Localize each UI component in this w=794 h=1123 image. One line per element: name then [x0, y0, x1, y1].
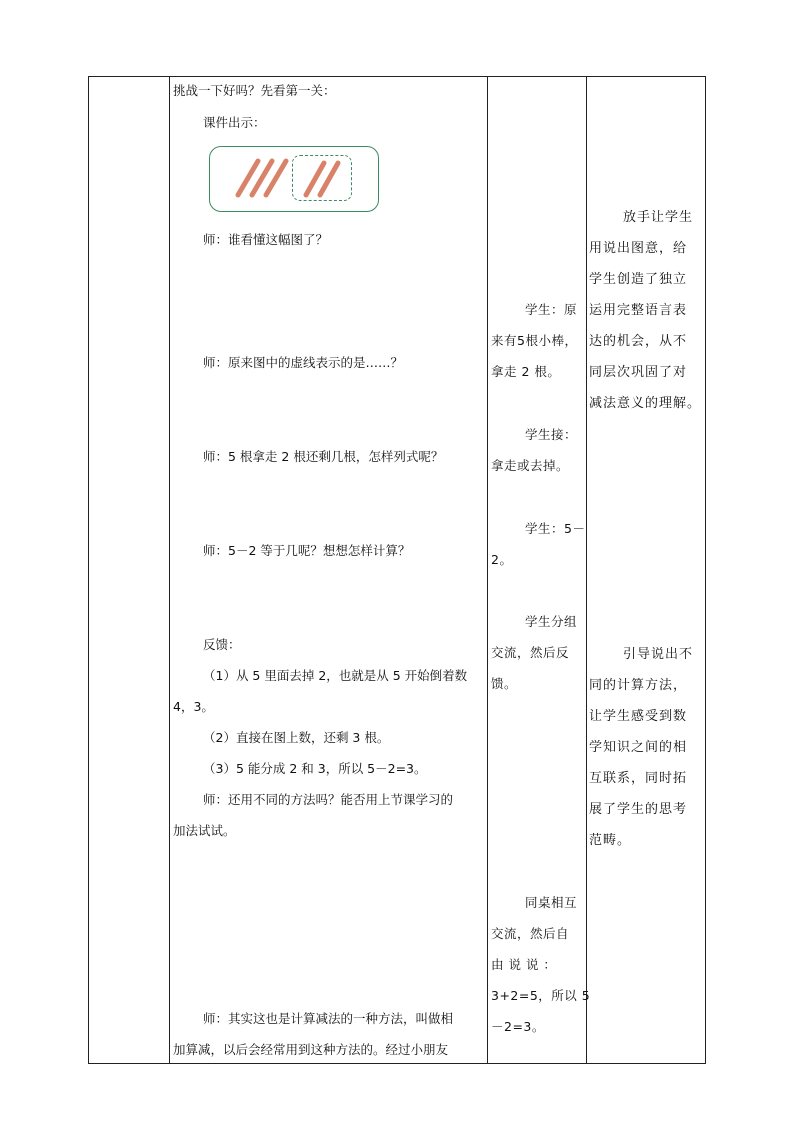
remark-text: 减法意义的理解。	[589, 396, 702, 411]
column-divider	[487, 77, 488, 1063]
remark-text: 运用完整语言表	[589, 303, 688, 318]
student-text: －2=3。	[491, 1019, 545, 1034]
remark-text: 引导说出不	[623, 647, 694, 662]
remark-text: 用说出图意，给	[589, 241, 688, 256]
remark-text: 学知识之间的相	[589, 740, 688, 755]
remark-text: 放手让学生	[623, 210, 694, 225]
remark-text: 学生创造了独立	[589, 272, 688, 287]
lesson-text: 师：原来图中的虚线表示的是……？	[203, 355, 404, 370]
lesson-text: 师：谁看懂这幅图了？	[203, 232, 329, 247]
column-divider	[169, 77, 170, 1063]
student-text: 学生分组	[525, 614, 578, 629]
column-divider	[586, 77, 587, 1063]
lesson-text: （2）直接在图上数，还剩 3 根。	[203, 730, 390, 745]
student-text: 交流，然后自	[491, 926, 570, 941]
student-text: 来有5根小棒，	[491, 333, 578, 348]
lesson-text: 4，3。	[173, 699, 214, 714]
lesson-text: 师：其实这也是计算减法的一种方法，叫做相	[203, 1011, 454, 1026]
lesson-table	[88, 76, 706, 1064]
lesson-text: 加算减，以后会经常用到这种方法的。经过小朋友	[173, 1042, 449, 1057]
student-text: 2。	[491, 552, 513, 567]
lesson-text: 师：5 根拿走 2 根还剩几根，怎样列式呢？	[203, 449, 444, 464]
student-text: 3+2=5，所以 5	[491, 988, 591, 1003]
lesson-text: （1）从 5 里面去掉 2，也就是从 5 开始倒着数	[203, 668, 468, 683]
student-text: 学生：原	[525, 302, 578, 317]
lesson-text: 加法试试。	[173, 823, 236, 838]
removed-sticks-dashed-box	[292, 155, 352, 201]
student-text: 馈。	[491, 676, 518, 691]
student-text: 由 说 说 ：	[491, 957, 557, 972]
student-text: 拿走 2 根。	[491, 364, 561, 379]
student-text: 学生：5－	[525, 521, 586, 536]
sticks-illustration	[209, 146, 379, 212]
student-text: 拿走或去掉。	[491, 458, 570, 473]
remark-text: 达的机会，从不	[589, 334, 688, 349]
remark-text: 范畴。	[589, 833, 632, 848]
lesson-text: 课件出示：	[203, 115, 266, 130]
lesson-text: （3）5 能分成 2 和 3，所以 5－2=3。	[203, 761, 427, 776]
student-text: 交流，然后反	[491, 645, 570, 660]
lesson-text: 挑战一下好吗？先看第一关：	[173, 83, 336, 98]
student-text: 同桌相互	[525, 895, 578, 910]
remark-text: 同的计算方法，	[589, 678, 688, 693]
lesson-text: 师：5－2 等于几呢？想想怎样计算？	[203, 543, 411, 558]
remark-text: 同层次巩固了对	[589, 365, 688, 380]
remark-text: 展了学生的思考	[589, 802, 688, 817]
lesson-text: 师：还用不同的方法吗？能否用上节课学习的	[203, 792, 454, 807]
remark-text: 让学生感受到数	[589, 709, 688, 724]
remark-text: 互联系，同时拓	[589, 771, 688, 786]
student-text: 学生接：	[525, 427, 578, 442]
lesson-text: 反馈：	[203, 637, 241, 652]
